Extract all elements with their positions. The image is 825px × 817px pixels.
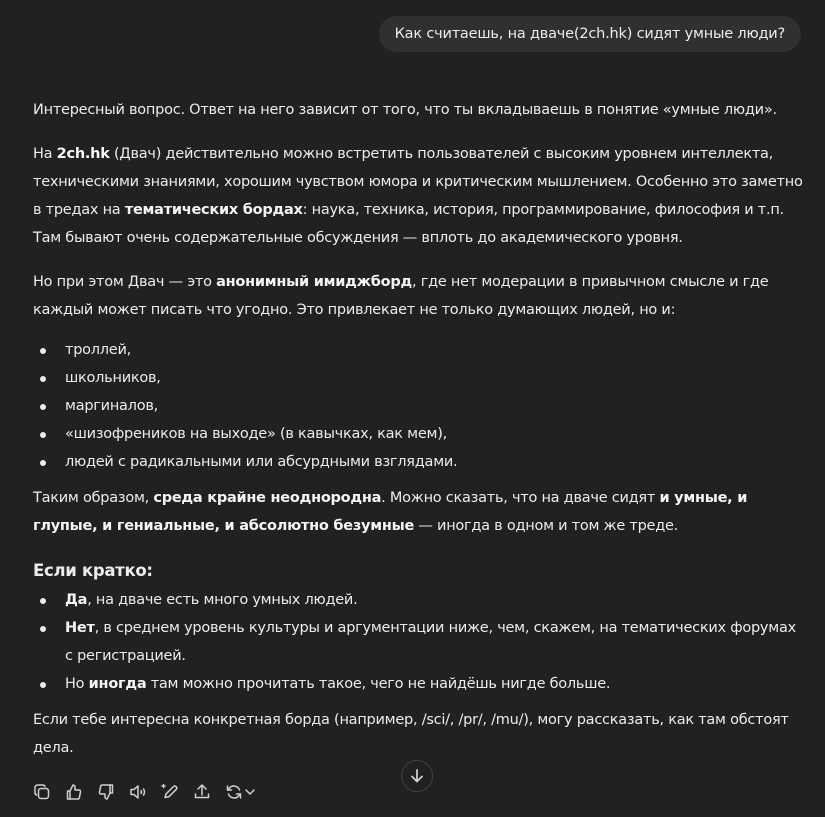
message-actions-toolbar: [31, 780, 257, 804]
text: : наука, техника, история, программирование, философия и т.п. Там бывают очень содержательные обсуждения — вплоть до академического уровня.: [33, 202, 784, 246]
text: там можно прочитать такое, чего не найдёшь нигде больше.: [146, 676, 611, 692]
edit-canvas-icon: [160, 782, 180, 802]
arrow-down-icon: [409, 768, 425, 784]
bullet-icon: [40, 432, 46, 438]
text: . Можно сказать, что на дваче сидят: [381, 490, 660, 506]
assistant-response: [33, 96, 803, 778]
list-item-text: маргиналов,: [65, 398, 158, 414]
bold-text: тематических бордах: [124, 202, 303, 218]
text: Но: [65, 676, 89, 692]
regenerate-button[interactable]: [223, 780, 257, 804]
paragraph-anonymous-imageboard: [33, 268, 803, 324]
paragraph-2ch-intellect: [33, 140, 803, 252]
paragraph-intro: Интересный вопрос. Ответ на него зависит от того, что ты вкладываешь в понятие «умные люди».: [33, 102, 777, 118]
text: На: [33, 146, 57, 162]
list-item: [33, 586, 803, 614]
text: , где нет модерации в привычном смысле и где каждый может писать что угодно. Это привлекает не только думающих людей, но и:: [33, 274, 769, 318]
thumbs-down-icon: [96, 782, 116, 802]
share-icon: [192, 782, 212, 802]
user-message-bubble: Как считаешь, на дваче(2ch.hk) сидят умные люди?: [379, 16, 801, 52]
read-aloud-button[interactable]: [127, 780, 149, 804]
list-item-text: школьников,: [65, 370, 161, 386]
list-item: [33, 614, 803, 670]
good-response-button[interactable]: [63, 780, 85, 804]
text: Таким образом,: [33, 490, 154, 506]
bold-text: анонимный имиджборд: [216, 274, 412, 290]
text: — иногда в одном и том же треде.: [414, 518, 678, 534]
bullet-icon: [40, 626, 46, 632]
bad-response-button[interactable]: [95, 780, 117, 804]
text: , в среднем уровень культуры и аргументации ниже, чем, скажем, на тематических форумах с регистрацией.: [65, 620, 796, 664]
copy-button[interactable]: [31, 780, 53, 804]
list-item: [33, 670, 803, 698]
bold-text: Нет: [65, 620, 95, 636]
bullet-icon: [40, 460, 46, 466]
list-item-text: людей с радикальными или абсурдными взглядами.: [65, 454, 458, 470]
scroll-to-bottom-button[interactable]: [401, 760, 433, 792]
edit-in-canvas-button[interactable]: [159, 780, 181, 804]
audience-list: [33, 336, 803, 476]
thumbs-up-icon: [64, 782, 84, 802]
bold-text: 2ch.hk: [56, 146, 110, 162]
regenerate-icon: [224, 782, 244, 802]
bold-text: иногда: [88, 676, 147, 692]
list-item-text: троллей,: [65, 342, 132, 358]
bullet-icon: [40, 376, 46, 382]
read-aloud-icon: [128, 782, 148, 802]
paragraph-conclusion: [33, 484, 803, 540]
bullet-icon: [40, 682, 46, 688]
list-item: [33, 448, 803, 476]
bold-text: среда крайне неоднородна: [153, 490, 382, 506]
list-item: [33, 392, 803, 420]
paragraph-offer: Если тебе интересна конкретная борда (например, /sci/, /pr/, /mu/), могу рассказать, как там обстоят дела.: [33, 712, 789, 756]
bold-text: Да: [65, 592, 88, 608]
text: (Двач) действительно можно встретить пользователей с высоким уровнем интеллекта, техническими знаниями, хорошим чувством юмора и критическим мышлением. Особенно это заметно в тредах на: [33, 146, 803, 218]
list-item: [33, 364, 803, 392]
bullet-icon: [40, 348, 46, 354]
list-item: [33, 420, 803, 448]
bullet-icon: [40, 404, 46, 410]
bullet-icon: [40, 598, 46, 604]
text: , на дваче есть много умных людей.: [87, 592, 358, 608]
list-item: [33, 336, 803, 364]
chevron-down-icon: [244, 786, 256, 798]
summary-list: [33, 586, 803, 698]
text: Но при этом Двач — это: [33, 274, 217, 290]
list-item-text: «шизофреников на выходе» (в кавычках, как мем),: [65, 426, 447, 442]
summary-heading: Если кратко:: [33, 561, 153, 580]
bold-text: и умные, и глупые, и гениальные, и абсолютно безумные: [33, 490, 748, 534]
copy-icon: [32, 782, 52, 802]
share-button[interactable]: [191, 780, 213, 804]
